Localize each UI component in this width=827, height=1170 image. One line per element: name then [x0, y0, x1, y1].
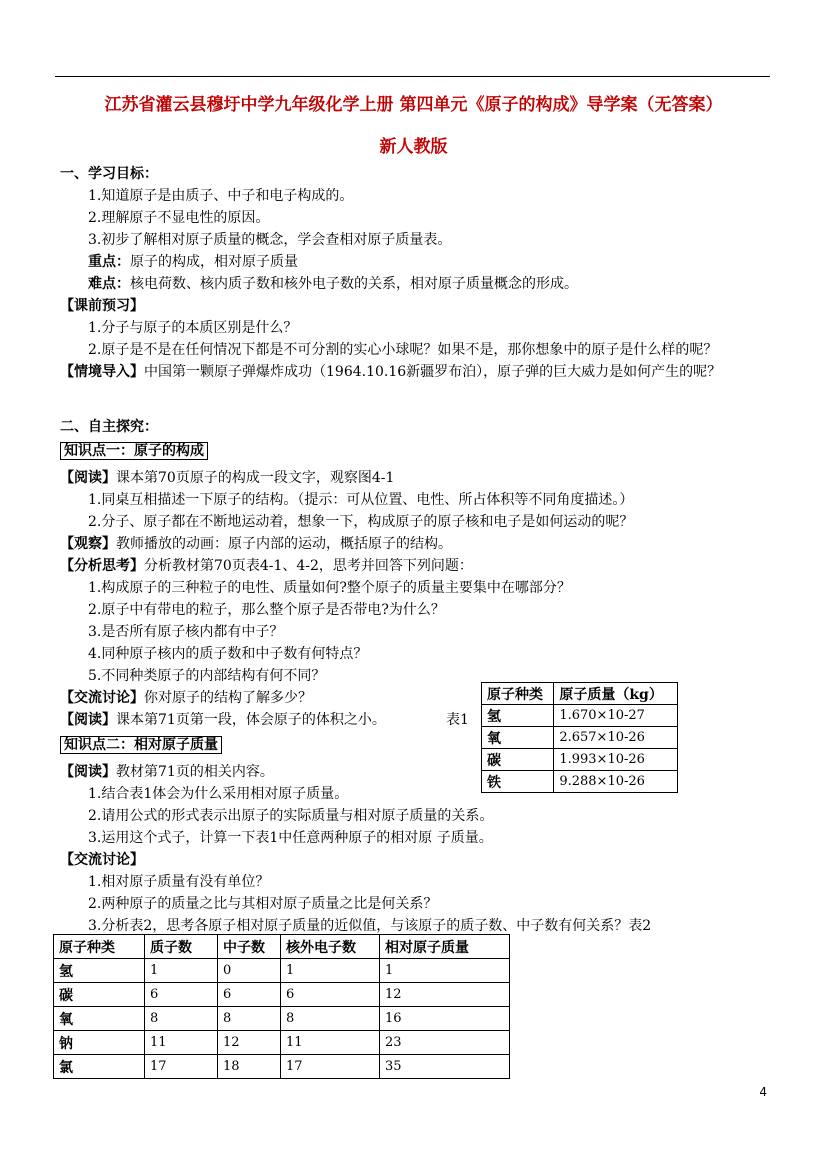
table-cell: 8 [145, 1007, 218, 1031]
goal-3: 3.初步了解相对原子质量的概念，学会查相对原子质量表。 [88, 232, 452, 248]
discussion-1-text: 你对原子的结构了解多少？ [144, 690, 312, 706]
table-cell: 17 [281, 1055, 380, 1079]
discussion-1 [60, 689, 312, 707]
analysis-q2: 2.原子中有带电的粒子，那么整个原子是否带电?为什么？ [88, 602, 445, 618]
document-title-line1: 江苏省灌云县穆圩中学九年级化学上册 第四单元《原子的构成》导学案（无答案） [104, 95, 723, 115]
analysis-q3: 3.是否所有原子核内都有中子？ [88, 624, 284, 640]
table-cell: 12 [380, 983, 510, 1007]
situation-intro-text: 中国第一颗原子弹爆炸成功（1964.10.16新疆罗布泊），原子弹的巨大威力是如何产生的呢？ [144, 364, 722, 380]
section1-heading: 一、学习目标： [60, 166, 158, 182]
table-cell: 氢 [54, 959, 145, 983]
key-point [88, 253, 298, 271]
key-point-text: 原子的构成，相对原子质量 [130, 254, 298, 270]
reading-3-text: 教材第71页的相关内容。 [116, 764, 274, 780]
analysis-q4: 4.同种原子核内的质子数和中子数有何特点？ [88, 646, 368, 662]
table-cell: 1.670×10-27 [554, 705, 678, 727]
table-row [54, 959, 510, 983]
table-cell: 碳 [482, 749, 554, 771]
reading-1-q1: 1.同桌互相描述一下原子的结构。（提示：可从位置、电性、所占体积等不同角度描述。） [88, 492, 634, 508]
table-cell: 1 [281, 959, 380, 983]
reading-3-label: 【阅读】 [60, 764, 116, 780]
difficult-point-label: 难点： [88, 276, 130, 292]
table-cell: 8 [281, 1007, 380, 1031]
analysis-q5: 5.不同种类原子的内部结构有何不同？ [88, 668, 326, 684]
table-cell: 11 [145, 1031, 218, 1055]
table-cell: 1.993×10-26 [554, 749, 678, 771]
table-header-cell: 核外电子数 [281, 935, 380, 959]
reading-1-label: 【阅读】 [60, 470, 116, 486]
table-cell: 12 [218, 1031, 281, 1055]
reading-3-q2: 2.请用公式的形式表示出原子的实际质量与相对原子质量的关系。 [88, 808, 494, 824]
observation-label: 【观察】 [60, 536, 116, 552]
preview-q1: 1.分子与原子的本质区别是什么？ [88, 320, 298, 336]
table-row [54, 1055, 510, 1079]
difficult-point-text: 核电荷数、核内质子数和核外电子数的关系，相对原子质量概念的形成。 [130, 276, 578, 292]
table-cell: 氧 [54, 1007, 145, 1031]
reading-2 [60, 711, 386, 729]
table-cell: 2.657×10-26 [554, 727, 678, 749]
discussion-1-label: 【交流讨论】 [60, 690, 144, 706]
situation-intro [60, 363, 721, 381]
table-cell: 碳 [54, 983, 145, 1007]
table-header-row [54, 935, 510, 959]
analysis-label: 【分析思考】 [60, 558, 144, 574]
table-header-cell: 中子数 [218, 935, 281, 959]
section2-heading: 二、自主探究： [60, 419, 158, 435]
reading-1-q2: 2.分子、原子都在不断地运动着，想象一下，构成原子的原子核和电子是如何运动的呢？ [88, 514, 634, 530]
table-cell: 氢 [482, 705, 554, 727]
table1-caption: 表1 [446, 712, 469, 728]
table2-atom-composition [53, 934, 510, 1079]
analysis-text: 分析教材第70页表4-1、4-2，思考并回答下列问题： [144, 558, 473, 574]
table-row [54, 1031, 510, 1055]
table-header-row [482, 683, 678, 705]
table-cell: 23 [380, 1031, 510, 1055]
observation-text: 教师播放的动画：原子内部的运动，概括原子的结构。 [116, 536, 452, 552]
difficult-point [88, 275, 578, 293]
table-cell: 35 [380, 1055, 510, 1079]
table-row [54, 1007, 510, 1031]
table-cell: 17 [145, 1055, 218, 1079]
table-header-cell: 质子数 [145, 935, 218, 959]
discussion-2-q2: 2.两种原子的质量之比与其相对原子质量之比是何关系？ [88, 896, 438, 912]
table-row [482, 705, 678, 727]
discussion-2-label: 【交流讨论】 [60, 852, 144, 868]
table-row [482, 727, 678, 749]
table-cell: 9.288×10-26 [554, 771, 678, 793]
situation-intro-label: 【情境导入】 [60, 364, 144, 380]
header-rule [55, 76, 770, 77]
knowledge-point-2-label: 知识点二：相对原子质量 [60, 736, 222, 754]
table-cell: 氯 [54, 1055, 145, 1079]
reading-3 [60, 763, 274, 781]
table-cell: 铁 [482, 771, 554, 793]
discussion-2-q1: 1.相对原子质量有没有单位？ [88, 874, 270, 890]
table-cell: 16 [380, 1007, 510, 1031]
page-number: 4 [759, 1085, 767, 1099]
table-cell: 0 [218, 959, 281, 983]
table-cell: 1 [145, 959, 218, 983]
table-row [482, 749, 678, 771]
reading-2-label: 【阅读】 [60, 712, 116, 728]
discussion-2-q3: 3.分析表2，思考各原子相对原子质量的近似值，与该原子的质子数、中子数有何关系？表2 [88, 918, 652, 934]
goal-1: 1.知道原子是由质子、中子和电子构成的。 [88, 188, 354, 204]
table-header-cell: 原子种类 [482, 683, 554, 705]
table-cell: 钠 [54, 1031, 145, 1055]
table1-atomic-mass [481, 682, 678, 793]
document-title-line2: 新人教版 [379, 137, 448, 157]
reading-1 [60, 469, 394, 487]
table-row [482, 771, 678, 793]
table-cell: 6 [218, 983, 281, 1007]
table-header-cell: 相对原子质量 [380, 935, 510, 959]
table-header-cell: 原子种类 [54, 935, 145, 959]
knowledge-point-2 [60, 736, 222, 754]
table-cell: 8 [218, 1007, 281, 1031]
table-cell: 18 [218, 1055, 281, 1079]
table-header-cell: 原子质量（kg） [554, 683, 678, 705]
reading-1-text: 课本第70页原子的构成一段文字，观察图4-1 [116, 470, 395, 486]
reading-2-text: 课本第71页第一段，体会原子的体积之小。 [116, 712, 386, 728]
preview-label: 【课前预习】 [60, 298, 144, 314]
table-cell: 6 [145, 983, 218, 1007]
table-cell: 氧 [482, 727, 554, 749]
table-row [54, 983, 510, 1007]
table-cell: 1 [380, 959, 510, 983]
knowledge-point-1-label: 知识点一：原子的构成 [60, 442, 208, 460]
reading-3-q3: 3.运用这个式子，计算一下表1中任意两种原子的相对原 子质量。 [88, 830, 493, 846]
reading-3-q1: 1.结合表1体会为什么采用相对原子质量。 [88, 786, 349, 802]
knowledge-point-1 [60, 442, 208, 460]
key-point-label: 重点： [88, 254, 130, 270]
table-cell: 6 [281, 983, 380, 1007]
table-cell: 11 [281, 1031, 380, 1055]
goal-2: 2.理解原子不显电性的原因。 [88, 210, 270, 226]
analysis [60, 557, 473, 575]
observation [60, 535, 452, 553]
analysis-q1: 1.构成原子的三种粒子的电性、质量如何?整个原子的质量主要集中在哪部分？ [88, 580, 571, 596]
preview-q2: 2.原子是不是在任何情况下都是不可分割的实心小球呢？如果不是，那你想象中的原子是什么样的呢？ [88, 342, 718, 358]
